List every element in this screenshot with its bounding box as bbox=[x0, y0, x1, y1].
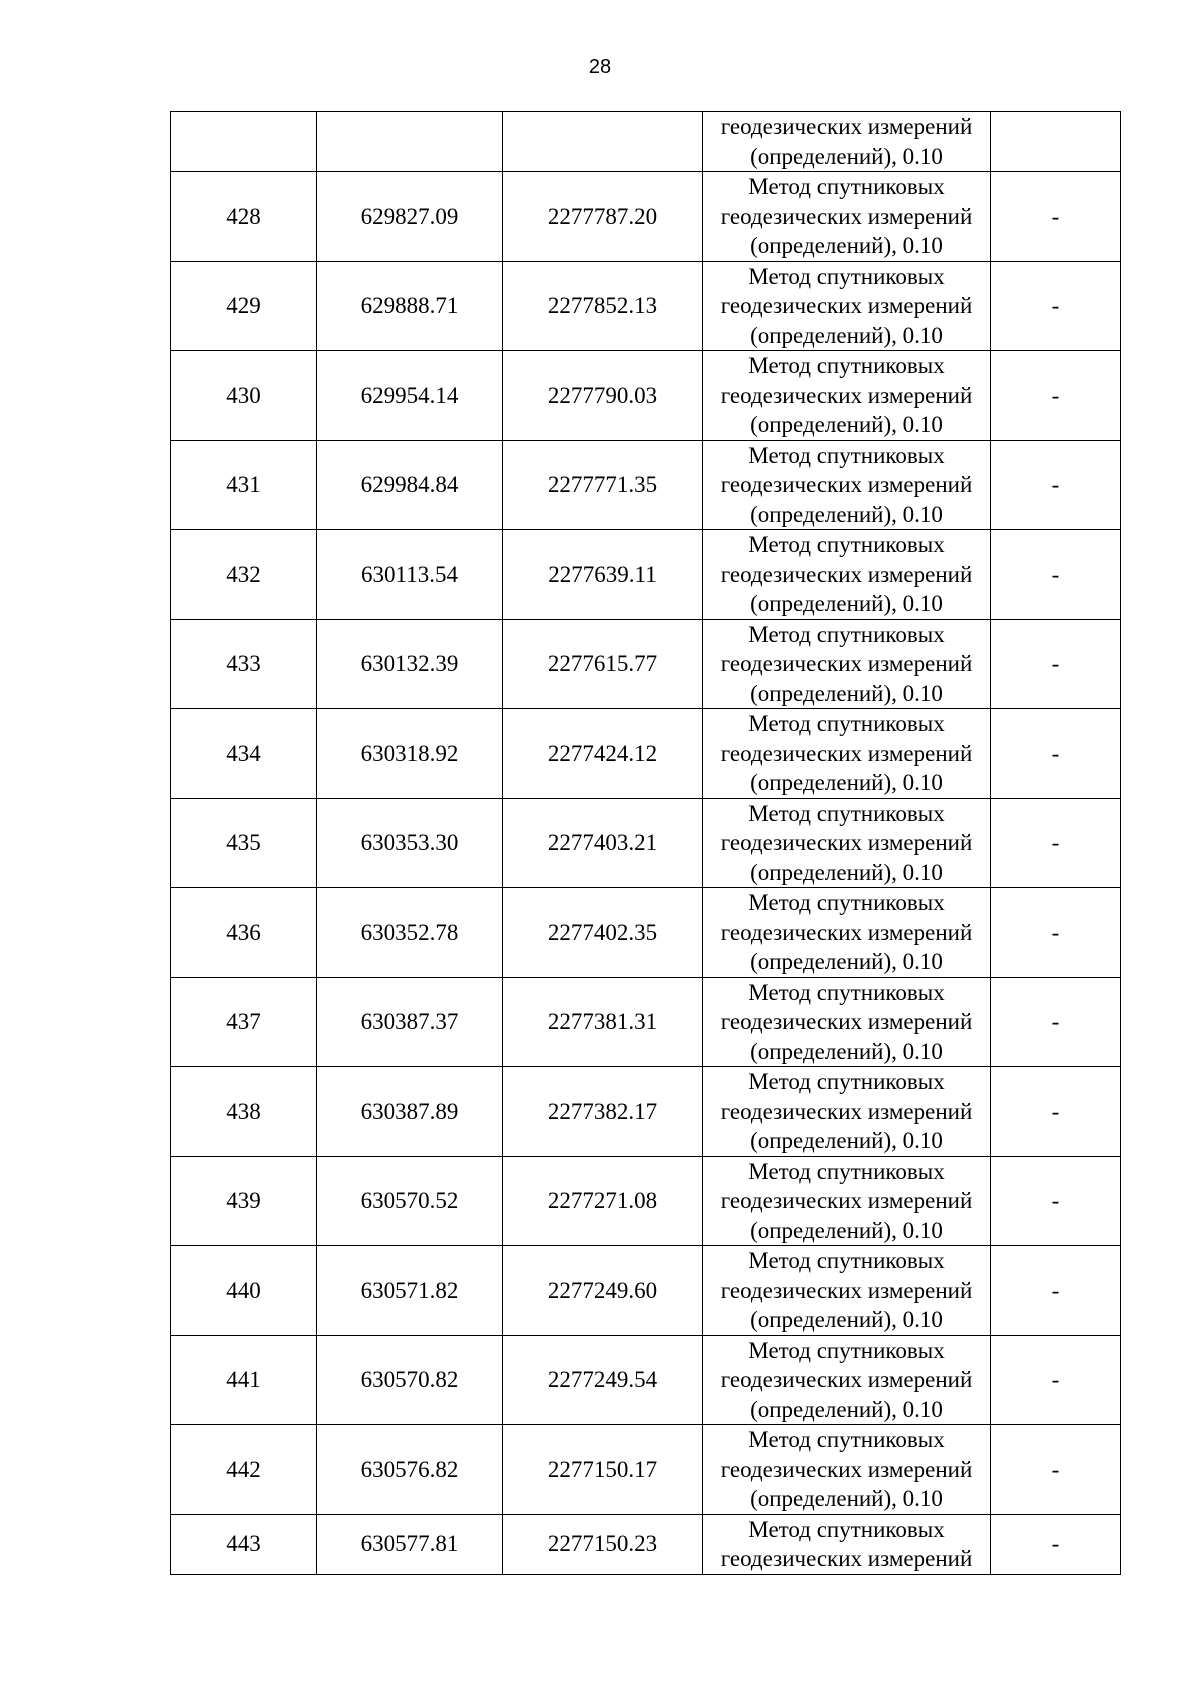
x-coordinate: 630571.82 bbox=[317, 1246, 503, 1336]
y-coordinate: 2277381.31 bbox=[503, 977, 703, 1067]
note-cell: - bbox=[991, 977, 1121, 1067]
method-line: геодезических измерений bbox=[720, 1456, 973, 1482]
y-coordinate: 2277150.23 bbox=[503, 1514, 703, 1574]
method-line: геодезических измерений bbox=[720, 919, 973, 945]
note-cell: - bbox=[991, 709, 1121, 799]
method-line: Метод спутниковых bbox=[748, 621, 945, 647]
x-coordinate: 630353.30 bbox=[317, 798, 503, 888]
method-line: Метод спутниковых bbox=[748, 1069, 945, 1094]
table-row bbox=[171, 1067, 1121, 1157]
note-cell: - bbox=[991, 798, 1121, 888]
table-row-continued bbox=[171, 112, 1121, 172]
method-line: (определений), 0.10 bbox=[750, 412, 943, 437]
note-cell: - bbox=[991, 530, 1121, 620]
method-line: (определений), 0.10 bbox=[750, 1128, 943, 1153]
method-line: Метод спутниковых bbox=[748, 800, 945, 826]
table-row bbox=[171, 261, 1121, 351]
method-cell bbox=[703, 888, 991, 978]
point-number: 438 bbox=[171, 1067, 317, 1157]
method-line: геодезических измерений bbox=[720, 830, 973, 855]
point-number: 432 bbox=[171, 530, 317, 620]
method-line: геодезических измерений bbox=[720, 293, 973, 318]
method-line: (определений), 0.10 bbox=[750, 859, 943, 885]
method-line: геодезических измерений bbox=[720, 1546, 973, 1571]
method-cell bbox=[703, 1246, 991, 1336]
method-line: геодезических измерений bbox=[720, 651, 973, 676]
method-line: геодезических измерений bbox=[720, 203, 973, 229]
method-line: Метод спутниковых bbox=[748, 890, 945, 915]
table-row bbox=[171, 619, 1121, 709]
point-number: 430 bbox=[171, 351, 317, 441]
method-line: (определений), 0.10 bbox=[750, 1486, 943, 1511]
method-line: геодезических измерений bbox=[720, 1009, 973, 1034]
method-line: геодезических измерений bbox=[720, 114, 973, 139]
table-row bbox=[171, 1514, 1121, 1574]
method-cell bbox=[703, 1425, 991, 1515]
page-number: 28 bbox=[588, 56, 612, 78]
point-number: 433 bbox=[171, 619, 317, 709]
note-cell: - bbox=[991, 1425, 1121, 1515]
y-coordinate: 2277615.77 bbox=[503, 619, 703, 709]
y-coordinate: 2277249.60 bbox=[503, 1246, 703, 1336]
y-coordinate: 2277249.54 bbox=[503, 1335, 703, 1425]
point-number: 441 bbox=[171, 1335, 317, 1425]
note-cell: - bbox=[991, 1246, 1121, 1336]
y-coordinate: 2277382.17 bbox=[503, 1067, 703, 1157]
method-cell bbox=[703, 709, 991, 799]
method-line: Метод спутниковых bbox=[748, 1516, 945, 1542]
method-line: геодезических измерений bbox=[720, 1188, 973, 1213]
method-line: Метод спутниковых bbox=[748, 979, 945, 1005]
note-cell: - bbox=[991, 261, 1121, 351]
point-number: 436 bbox=[171, 888, 317, 978]
method-cell bbox=[703, 1067, 991, 1157]
method-line: Метод спутниковых bbox=[748, 711, 945, 736]
table-row bbox=[171, 172, 1121, 262]
point-number: 435 bbox=[171, 798, 317, 888]
y-coordinate: 2277424.12 bbox=[503, 709, 703, 799]
method-cell bbox=[703, 261, 991, 351]
method-line: (определений), 0.10 bbox=[750, 1307, 943, 1332]
method-line: геодезических измерений bbox=[720, 472, 973, 497]
y-coordinate: 2277402.35 bbox=[503, 888, 703, 978]
point-number: 440 bbox=[171, 1246, 317, 1336]
x-coordinate: 629827.09 bbox=[317, 172, 503, 262]
point-number: 443 bbox=[171, 1514, 317, 1574]
table-row bbox=[171, 440, 1121, 530]
method-line: (определений), 0.10 bbox=[750, 591, 943, 616]
table-row bbox=[171, 351, 1121, 441]
method-line: геодезических измерений bbox=[720, 382, 973, 408]
y-coordinate: 2277787.20 bbox=[503, 172, 703, 262]
method-line: Метод спутниковых bbox=[748, 174, 945, 199]
x-coordinate: 630318.92 bbox=[317, 709, 503, 799]
coordinates-table bbox=[170, 111, 1121, 1575]
x-coordinate: 629984.84 bbox=[317, 440, 503, 530]
point-cell bbox=[171, 112, 317, 172]
x-coordinate: 630352.78 bbox=[317, 888, 503, 978]
y-coordinate: 2277403.21 bbox=[503, 798, 703, 888]
y-coordinate: 2277271.08 bbox=[503, 1156, 703, 1246]
method-line: (определений), 0.10 bbox=[750, 770, 943, 795]
method-line: (определений), 0.10 bbox=[750, 501, 943, 527]
y-coordinate: 2277852.13 bbox=[503, 261, 703, 351]
method-line: (определений), 0.10 bbox=[750, 1217, 943, 1243]
x-coordinate: 630577.81 bbox=[317, 1514, 503, 1574]
table-row bbox=[171, 977, 1121, 1067]
method-cell bbox=[703, 798, 991, 888]
y-cell bbox=[503, 112, 703, 172]
method-cell bbox=[703, 619, 991, 709]
x-coordinate: 629954.14 bbox=[317, 351, 503, 441]
note-cell: - bbox=[991, 351, 1121, 441]
table-row bbox=[171, 1246, 1121, 1336]
point-number: 431 bbox=[171, 440, 317, 530]
method-line: (определений), 0.10 bbox=[750, 143, 943, 169]
method-line: Метод спутниковых bbox=[748, 353, 945, 378]
note-cell: - bbox=[991, 1335, 1121, 1425]
table-row bbox=[171, 530, 1121, 620]
method-line: Метод спутниковых bbox=[748, 532, 945, 557]
method-line: Метод спутниковых bbox=[748, 1248, 945, 1273]
x-cell bbox=[317, 112, 503, 172]
method-cell bbox=[703, 440, 991, 530]
table-row bbox=[171, 798, 1121, 888]
method-line: Метод спутниковых bbox=[748, 442, 945, 468]
x-coordinate: 630387.89 bbox=[317, 1067, 503, 1157]
x-coordinate: 630113.54 bbox=[317, 530, 503, 620]
method-cell bbox=[703, 1514, 991, 1574]
method-cell bbox=[703, 172, 991, 262]
x-coordinate: 630570.82 bbox=[317, 1335, 503, 1425]
method-line: (определений), 0.10 bbox=[750, 233, 943, 258]
method-line: (определений), 0.10 bbox=[750, 680, 943, 706]
x-coordinate: 630576.82 bbox=[317, 1425, 503, 1515]
method-cell bbox=[703, 1335, 991, 1425]
x-coordinate: 629888.71 bbox=[317, 261, 503, 351]
note-cell: - bbox=[991, 1514, 1121, 1574]
method-line: (определений), 0.10 bbox=[750, 949, 943, 974]
method-line: Метод спутниковых bbox=[748, 1427, 945, 1452]
method-line: (определений), 0.10 bbox=[750, 322, 943, 348]
method-cell bbox=[703, 1156, 991, 1246]
point-number: 439 bbox=[171, 1156, 317, 1246]
method-line: (определений), 0.10 bbox=[750, 1396, 943, 1422]
method-cell bbox=[703, 977, 991, 1067]
note-cell: - bbox=[991, 440, 1121, 530]
table-row bbox=[171, 1156, 1121, 1246]
table-row bbox=[171, 888, 1121, 978]
method-cell bbox=[703, 530, 991, 620]
table-row bbox=[171, 1335, 1121, 1425]
note-cell: - bbox=[991, 888, 1121, 978]
method-line: Метод спутниковых bbox=[748, 263, 945, 289]
note-cell: - bbox=[991, 1067, 1121, 1157]
note-cell: - bbox=[991, 1156, 1121, 1246]
method-line: геодезических измерений bbox=[720, 1277, 973, 1303]
point-number: 428 bbox=[171, 172, 317, 262]
x-coordinate: 630387.37 bbox=[317, 977, 503, 1067]
method-line: Метод спутниковых bbox=[748, 1337, 945, 1363]
note-cell: - bbox=[991, 172, 1121, 262]
point-number: 434 bbox=[171, 709, 317, 799]
note-cell: - bbox=[991, 619, 1121, 709]
table-row bbox=[171, 709, 1121, 799]
y-coordinate: 2277790.03 bbox=[503, 351, 703, 441]
y-coordinate: 2277150.17 bbox=[503, 1425, 703, 1515]
y-coordinate: 2277771.35 bbox=[503, 440, 703, 530]
point-number: 442 bbox=[171, 1425, 317, 1515]
point-number: 437 bbox=[171, 977, 317, 1067]
method-line: геодезических измерений bbox=[720, 561, 973, 587]
method-cell bbox=[703, 351, 991, 441]
table-row bbox=[171, 1425, 1121, 1515]
x-coordinate: 630132.39 bbox=[317, 619, 503, 709]
method-line: Метод спутниковых bbox=[748, 1158, 945, 1184]
method-line: геодезических измерений bbox=[720, 740, 973, 766]
method-line: (определений), 0.10 bbox=[750, 1038, 943, 1064]
y-coordinate: 2277639.11 bbox=[503, 530, 703, 620]
method-cell bbox=[703, 112, 991, 172]
point-number: 429 bbox=[171, 261, 317, 351]
x-coordinate: 630570.52 bbox=[317, 1156, 503, 1246]
method-line: геодезических измерений bbox=[720, 1367, 973, 1392]
note-cell bbox=[991, 112, 1121, 172]
method-line: геодезических измерений bbox=[720, 1098, 973, 1124]
